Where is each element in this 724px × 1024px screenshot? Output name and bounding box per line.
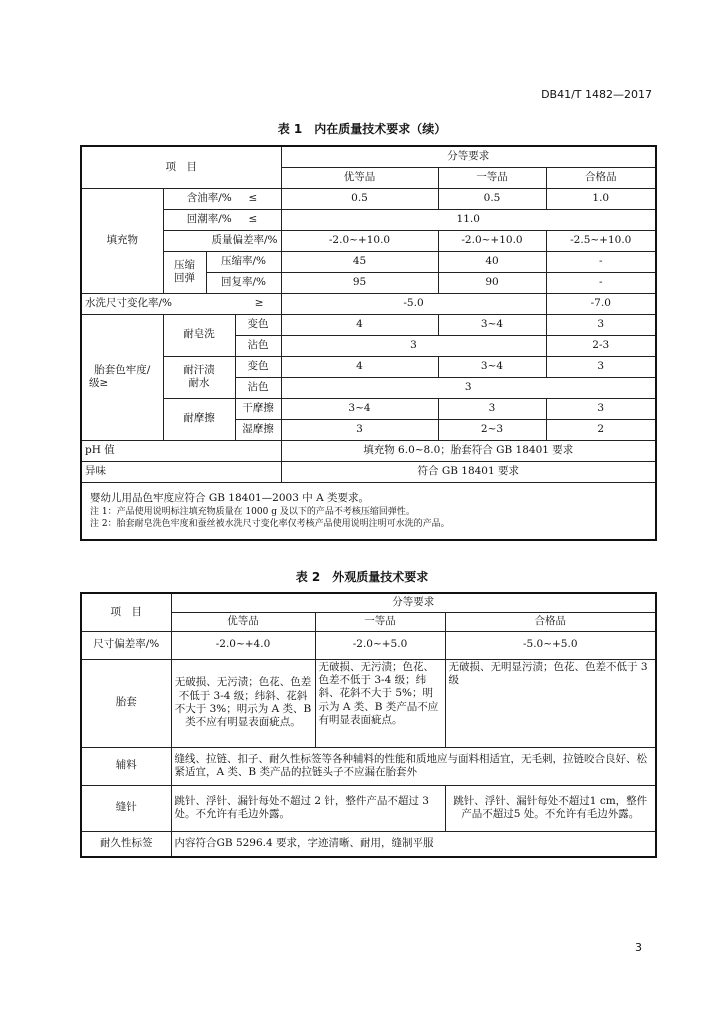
cell-value: 无破损、无污渍；色花、色差不低于 3-4 级；纬斜、花斜不大于 3%；明示为 A 类、B 类不应有明显表面疵点。 [171, 659, 315, 747]
cell-value: -7.0 [546, 293, 656, 314]
wash-dimension-label [81, 293, 281, 314]
cell-value: 2-3 [546, 335, 656, 356]
cell-value: 符合 GB 18401 要求 [281, 461, 656, 482]
size-deviation-label: 尺寸偏差率/% [81, 631, 171, 659]
table-row [81, 230, 656, 251]
grade-header: 合格品 [445, 612, 656, 631]
cell-value: 跳针、浮针、漏针每处不超过1 cm，整件产品不超过5 处。不允许有毛边外露。 [445, 785, 656, 831]
comparison-symbol: ≤ [248, 191, 258, 204]
recovery-rate-label: 回复率/% [206, 272, 281, 293]
table-row [81, 482, 656, 540]
regain-rate-label [163, 209, 281, 230]
note-line: 婴幼儿用品色牢度应符合 GB 18401—2003 中 A 类要求。 [90, 491, 369, 504]
grade-header: 优等品 [171, 612, 315, 631]
table-row [81, 251, 656, 272]
odor-label: 异味 [81, 461, 281, 482]
cell-value: 3 [438, 398, 546, 419]
color-fastness-label [81, 314, 163, 440]
grade-header: 优等品 [281, 167, 438, 188]
cell-value: 45 [281, 251, 438, 272]
cell-value: -5.0~+5.0 [445, 631, 656, 659]
table1-caption: 表 1 内在质量技术要求（续） [277, 122, 447, 136]
note-line: 注 2：胎套耐皂洗色牢度和蚕丝被水洗尺寸变化率仅考核产品使用说明注明可水洗的产品。 [90, 519, 450, 530]
label-line: 耐汗渍 [183, 363, 215, 376]
ph-label: pH 值 [81, 440, 281, 461]
cell-value: 3 [281, 377, 656, 398]
soap-wash-label: 耐皂洗 [163, 314, 235, 356]
label-line: 耐水 [188, 377, 210, 389]
table-row [81, 461, 656, 482]
table-row [81, 831, 656, 857]
comparison-symbol: ≥ [254, 296, 264, 309]
wet-rub-label: 湿摩擦 [235, 419, 281, 440]
cell-value: 3 [281, 419, 438, 440]
fade-label: 变色 [235, 314, 281, 335]
label-text: 水洗尺寸变化率/% [85, 296, 173, 309]
table-row [81, 440, 656, 461]
grade-group-header: 分等要求 [171, 593, 656, 612]
cell-value: -5.0 [281, 293, 546, 314]
note-line: 注 1：产品使用说明标注填充物质量在 1000 g 及以下的产品不考核压缩回弹性。 [90, 506, 415, 517]
grade-header: 一等品 [315, 612, 445, 631]
standard-number: DB41/T 1482—2017 [541, 88, 652, 101]
cell-value: 0.5 [281, 188, 438, 209]
cell-value: 3~4 [438, 314, 546, 335]
fade-label: 变色 [235, 356, 281, 377]
cell-value: 1.0 [546, 188, 656, 209]
label-line: 压缩 [174, 258, 195, 271]
filling-label: 填充物 [81, 188, 163, 293]
table-row [81, 314, 656, 335]
cell-value: 3~4 [281, 398, 438, 419]
comparison-symbol: ≤ [248, 212, 258, 225]
table-row [81, 747, 656, 785]
cell-value: 40 [438, 251, 546, 272]
table-notes [81, 482, 656, 540]
cell-value: 3~4 [438, 356, 546, 377]
label-line: 级≥ [89, 377, 109, 389]
cell-value: 0.5 [438, 188, 546, 209]
mass-deviation-label: 质量偏差率/% [163, 230, 281, 251]
compression-group-label [163, 251, 206, 293]
table-row [81, 631, 656, 659]
rubbing-label: 耐摩擦 [163, 398, 235, 440]
cell-value: -2.0~+5.0 [315, 631, 445, 659]
label-text: 回潮率/% [186, 212, 232, 225]
cell-value: 11.0 [281, 209, 656, 230]
grade-header: 一等品 [438, 167, 546, 188]
accessories-label: 辅料 [81, 747, 171, 785]
cell-value: 3 [546, 398, 656, 419]
cell-value: -2.0~+10.0 [438, 230, 546, 251]
table2-caption: 表 2 外观质量技术要求 [295, 570, 429, 584]
grade-group-header: 分等要求 [281, 146, 656, 167]
cell-value: 跳针、浮针、漏针每处不超过 2 针，整件产品不超过 3 处。不允许有毛边外露。 [171, 785, 445, 831]
dry-rub-label: 干摩擦 [235, 398, 281, 419]
item-header: 项 目 [81, 146, 281, 188]
cell-value: 3 [546, 356, 656, 377]
table-row [81, 209, 656, 230]
cell-value: 4 [281, 356, 438, 377]
cell-value: 90 [438, 272, 546, 293]
stain-label: 沾色 [235, 377, 281, 398]
table-row [81, 398, 656, 419]
sweat-water-label [163, 356, 235, 398]
cell-value: 3 [546, 314, 656, 335]
table-row [81, 356, 656, 377]
cell-value: 2 [546, 419, 656, 440]
table-row [81, 593, 656, 612]
table-row [81, 293, 656, 314]
cell-value: 内容符合GB 5296.4 要求，字迹清晰、耐用，缝制平服 [171, 831, 656, 857]
cover-label: 胎套 [81, 659, 171, 747]
grade-header: 合格品 [546, 167, 656, 188]
table-row [81, 785, 656, 831]
cell-value: 3 [281, 335, 546, 356]
label-line: 回弹 [174, 272, 195, 284]
table2-appearance-quality [80, 592, 657, 858]
cell-value: -2.5~+10.0 [546, 230, 656, 251]
compression-rate-label: 压缩率/% [206, 251, 281, 272]
cell-value: 2~3 [438, 419, 546, 440]
label-text: 含油率/% [186, 191, 232, 204]
stain-label: 沾色 [235, 335, 281, 356]
item-header: 项 目 [81, 593, 171, 631]
cell-value: -2.0~+4.0 [171, 631, 315, 659]
durable-label-label: 耐久性标签 [81, 831, 171, 857]
oil-rate-label [163, 188, 281, 209]
page-number: 3 [635, 941, 642, 954]
table-row [81, 659, 656, 747]
table-row [81, 188, 656, 209]
cell-value: 4 [281, 314, 438, 335]
cell-value: - [546, 251, 656, 272]
cell-value: - [546, 272, 656, 293]
stitch-label: 缝针 [81, 785, 171, 831]
cell-value: 95 [281, 272, 438, 293]
cell-value: 无破损、无明显污渍；色花、色差不低于 3 级 [445, 659, 656, 747]
table-row [81, 146, 656, 167]
cell-value: 缝线、拉链、扣子、耐久性标签等各种辅料的性能和质地应与面料相适宜，无毛刺，拉链咬合良好、松紧适宜，A 类、B 类产品的拉链头子不应漏在胎套外 [171, 747, 656, 785]
cell-value: 填充物 6.0~8.0；胎套符合 GB 18401 要求 [281, 440, 656, 461]
cell-value: -2.0~+10.0 [281, 230, 438, 251]
label-line: 胎套色牢度/ [94, 363, 151, 376]
cell-value: 无破损、无污渍；色花、色差不低于 3-4 级；纬斜、花斜不大于 5%；明示为 A 类、B 类产品不应有明显表面疵点。 [315, 659, 445, 747]
table1-intrinsic-quality [80, 145, 657, 541]
